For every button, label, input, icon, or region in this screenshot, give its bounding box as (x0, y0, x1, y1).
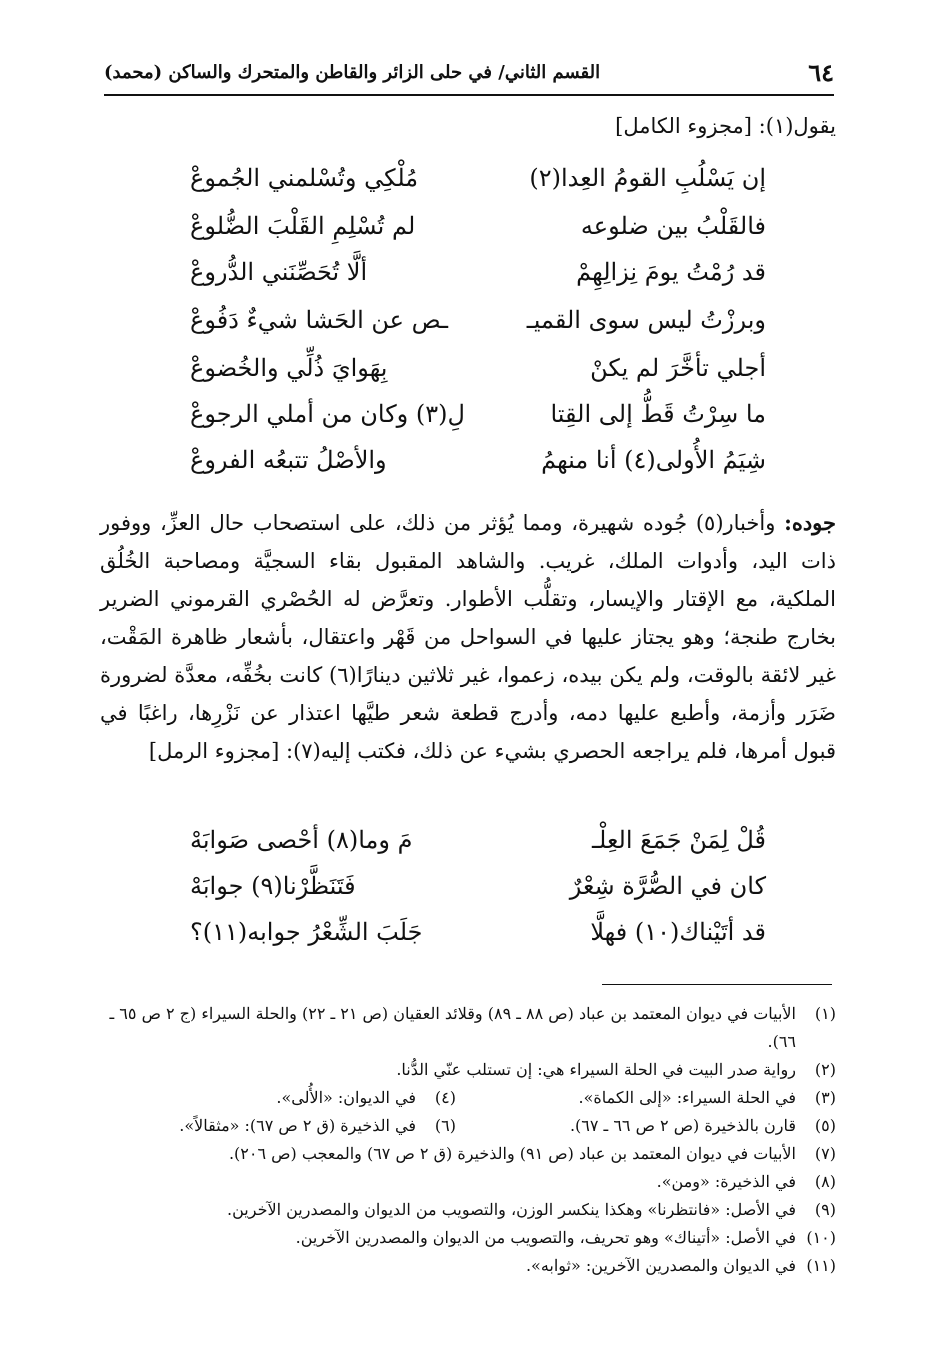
second-hemistich: والأصْلُ تتبعُه الفروعْ (190, 446, 387, 474)
second-hemistich: ـص عن الحَشا شيءٌ دَفُوعْ (190, 306, 449, 334)
prose-paragraph (100, 504, 836, 770)
footnote-text: في الحلة السيراء: «إلى الكماة». (578, 1088, 796, 1107)
poem2-verse-3 (150, 918, 766, 958)
footnote-3 (579, 1084, 836, 1112)
footnote-2 (100, 1056, 836, 1084)
footnote-number: (٩) (814, 1200, 836, 1219)
running-head: القسم الثاني/ في حلى الزائر والقاطن والمتحرك والساكن (محمد) (104, 62, 601, 83)
footnotes (100, 1000, 836, 1280)
footnote-number: (٨) (814, 1172, 836, 1191)
second-hemistich: لم تُسْلِمِ القَلْبَ الضُّلوعْ (190, 212, 416, 240)
first-hemistich: وبرزْتُ ليس سوى القميـ (526, 306, 766, 334)
poem1-verse-4 (150, 306, 766, 346)
footnote-text: في الأصل: «أتيناك» وهو تحريف، والتصويب من الديوان والمصدرين الآخرين. (295, 1228, 796, 1247)
footnote-number: (٥) (814, 1116, 836, 1135)
poem2-verse-2 (150, 872, 766, 912)
poem1-verse-6 (150, 400, 766, 440)
first-hemistich: كان في الصُّرَّة شِعْرٌ (569, 872, 766, 900)
page-number: ٦٤ (808, 58, 834, 87)
second-hemistich: فَتَنَظَّرْنا(٩) جوابَهْ (190, 872, 356, 900)
second-hemistich: لِ(٣) وكان من أملي الرجوعْ (190, 400, 465, 428)
poem1-verse-7 (150, 446, 766, 486)
footnote-text: في الديوان والمصدرين الآخرين: «ثوابه». (525, 1256, 796, 1275)
second-hemistich: ألَّا تُحَصِّنَني الدُّروعْ (190, 258, 368, 286)
first-hemistich: إن يَسْلُبِ القومُ العِدا(٢) (529, 164, 766, 192)
footnote-text: في الذخيرة: «ومن». (656, 1172, 796, 1191)
footnote-number: (٢) (814, 1060, 836, 1079)
poem1-verse-5 (150, 354, 766, 394)
prose-lead-word: جوده: (784, 510, 836, 535)
footnote-text: الأبيات في ديوان المعتمد بن عباد (ص ٩١) والذخيرة (ق ٢ ص ٦٧) والمعجب (ص ٢٠٦). (228, 1144, 796, 1163)
second-hemistich: بِهَوايَ ذُلِّي والخُضوعْ (190, 354, 388, 382)
poem1-verse-1 (150, 164, 766, 204)
second-hemistich: مَ وما(٨) أحْصى صَوابَهْ (190, 826, 413, 854)
first-hemistich: قُلْ لِمَنْ جَمَعَ العِلْـ (591, 826, 766, 854)
footnote-text: قارن بالذخيرة (ص ٢ ص ٦٦ ـ ٦٧). (569, 1116, 796, 1135)
poem2-verse-1 (150, 826, 766, 866)
poem1-intro: يقول(١): [مجزوء الكامل] (615, 114, 836, 138)
first-hemistich: فالقَلْبُ بين ضلوعه (580, 212, 766, 240)
first-hemistich: قد أتَيْناك(١٠) فهلَّا (590, 918, 766, 946)
prose-text: وأخبار(٥) جُوده شهيرة، ومما يُؤثر من ذلك، على استصحاب حال العزِّ، ووفور ذات اليد، وأدوات الملك، غريب. والشاهد المقبول بقاء السجيَّة ومصاحبة الخُلُق الملكية، مع الإقتار والإيسار، وتقلُّب الأطوار. وتعرَّض له الحُصْري القرموني الضرير بخارج طنجة؛ وهو يجتاز عليها في السواحل من قَهْر واعتقال، بأشعار ظاهرة المَقْت، غير لائقة بالوقت، ولم يكن بيده، زعموا، غير ثلاثين دينارًا(٦) كانت بخُفِّه، معدَّة لضرورة ضَرَر وأزمة، وأطبع عليها دمه، وأدرج قطعة شعر طيَّها اعتذار عن نَزْرِها، راغبًا في قبول أمرها، فلم يراجعه الحصري بشيء عن ذلك، فكتب إليه(٧): [مجزوء الرمل] (100, 511, 836, 763)
page-header (104, 58, 834, 96)
footnote-text: في الذخيرة (ق ٢ ص ٦٧): «مثقالاً». (179, 1116, 416, 1135)
first-hemistich: شِيَمُ الأُولى(٤) أنا منهمُ (541, 446, 766, 474)
footnote-row-3-4 (100, 1084, 836, 1112)
footnote-number: (١١) (806, 1256, 836, 1275)
footnote-text: الأبيات في ديوان المعتمد بن عباد (ص ٨٨ ـ ٨٩) وقلائد العقيان (ص ٢١ ـ ٢٢) والحلة السيراء (ج ٢ ص ٦٥ ـ ٦٦). (109, 1004, 796, 1051)
footnote-6 (179, 1112, 456, 1140)
footnote-number: (٤) (434, 1088, 456, 1107)
footnote-9 (100, 1196, 836, 1224)
footnote-row-5-6 (100, 1112, 836, 1140)
footnote-4 (276, 1084, 456, 1112)
first-hemistich: قد رُمْتُ يومَ نِزالِهِمْ (576, 258, 766, 286)
footnote-1 (100, 1000, 836, 1056)
footnote-8 (100, 1168, 836, 1196)
second-hemistich: جَلَبَ الشِّعْرُ جوابه(١١)؟ (190, 918, 423, 946)
footnote-number: (٦) (434, 1116, 456, 1135)
first-hemistich: ما سِرْتُ قَطُّ إلى القِتا (550, 400, 766, 428)
footnote-7 (100, 1140, 836, 1168)
footnote-number: (٧) (814, 1144, 836, 1163)
footnote-text: رواية صدر البيت في الحلة السيراء هي: إن تستلب عنّي الدُّنا. (396, 1060, 796, 1079)
footnote-10 (100, 1224, 836, 1252)
footnote-number: (٣) (814, 1088, 836, 1107)
footnote-11 (100, 1252, 836, 1280)
footnote-number: (١٠) (806, 1228, 836, 1247)
poem1-verse-3 (150, 258, 766, 298)
footnote-text: في الديوان: «الأُلى». (276, 1088, 416, 1107)
poem1-verse-2 (150, 212, 766, 252)
first-hemistich: أجلي تأخَّرَ لم يكنْ (590, 354, 766, 382)
footnote-separator (602, 984, 832, 985)
footnote-text: في الأصل: «فانتظرنا» وهكذا ينكسر الوزن، والتصويب من الديوان والمصدرين الآخرين. (227, 1200, 796, 1219)
second-hemistich: مُلْكِي وتُسْلمني الجُموعْ (190, 164, 419, 192)
footnote-number: (١) (814, 1004, 836, 1023)
footnote-5 (570, 1112, 836, 1140)
